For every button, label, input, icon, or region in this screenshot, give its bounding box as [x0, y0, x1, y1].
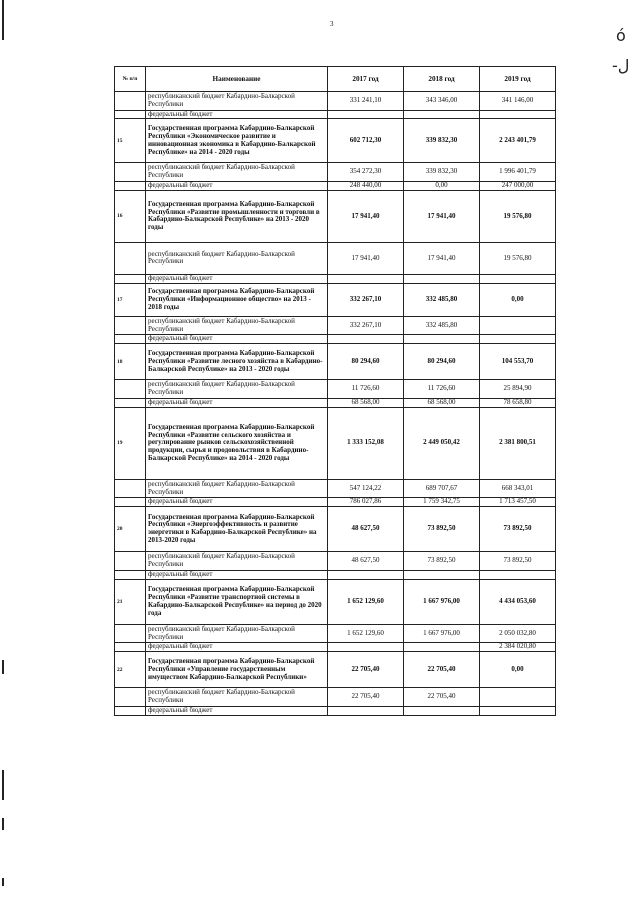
republic-budget-row	[115, 163, 556, 182]
value-2017: 11 726,60	[328, 380, 404, 399]
header-2017: 2017 год	[328, 67, 404, 92]
federal-budget-row	[115, 570, 556, 579]
value-2019: 0,00	[480, 283, 556, 316]
value-2018	[404, 706, 480, 715]
program-row	[115, 344, 556, 380]
republic-budget-row	[115, 624, 556, 643]
row-number	[115, 552, 146, 571]
value-2018: 17 941,40	[404, 190, 480, 242]
scan-edge-mark	[2, 0, 4, 40]
value-2018: 1 759 342,75	[404, 498, 480, 507]
value-2018	[404, 570, 480, 579]
value-2019	[480, 274, 556, 283]
value-2017: 17 941,40	[328, 190, 404, 242]
row-number	[115, 380, 146, 399]
header-num: № п/п	[115, 67, 146, 92]
value-2018: 2 449 050,42	[404, 407, 480, 479]
program-row	[115, 119, 556, 163]
value-2019: 19 576,80	[480, 242, 556, 274]
value-2017: 332 267,10	[328, 283, 404, 316]
value-2019: 73 892,50	[480, 552, 556, 571]
value-2019: 2 384 020,80	[480, 643, 556, 652]
program-row	[115, 283, 556, 316]
value-2017: 248 440,00	[328, 182, 404, 191]
value-2018: 73 892,50	[404, 507, 480, 552]
margin-mark-top: ó	[616, 26, 626, 45]
row-name: республиканский бюджет Кабардино-Балкарской Республики	[146, 380, 328, 399]
republic-budget-row	[115, 92, 556, 111]
row-name: федеральный бюджет	[146, 706, 328, 715]
row-name: республиканский бюджет Кабардино-Балкарской Республики	[146, 316, 328, 335]
value-2018: 332 485,80	[404, 316, 480, 335]
value-2017: 354 272,30	[328, 163, 404, 182]
table-body	[115, 92, 556, 716]
value-2019: 19 576,80	[480, 190, 556, 242]
row-number	[115, 706, 146, 715]
value-2019	[480, 316, 556, 335]
row-name: Государственная программа Кабардино-Балкарской Республики «Экономическое развитие и инновационная экономика в Кабардино-Балкарской Республике» на 2014 - 2020 годы	[146, 119, 328, 163]
row-name: федеральный бюджет	[146, 335, 328, 344]
row-number: 22	[115, 652, 146, 688]
value-2017: 22 705,40	[328, 688, 404, 707]
scan-edge-mark	[2, 770, 4, 800]
budget-table	[114, 66, 556, 716]
page-number: 3	[330, 20, 334, 28]
row-number	[115, 242, 146, 274]
value-2017: 786 027,86	[328, 498, 404, 507]
republic-budget-row	[115, 380, 556, 399]
row-number	[115, 688, 146, 707]
value-2017: 17 941,40	[328, 242, 404, 274]
value-2018	[404, 110, 480, 119]
value-2019: 78 658,80	[480, 398, 556, 407]
republic-budget-row	[115, 479, 556, 498]
row-name: федеральный бюджет	[146, 643, 328, 652]
row-number: 20	[115, 507, 146, 552]
row-name: республиканский бюджет Кабардино-Балкарской Республики	[146, 92, 328, 111]
value-2019: 1 713 457,50	[480, 498, 556, 507]
program-row	[115, 507, 556, 552]
scan-edge-mark	[2, 878, 4, 886]
row-number: 18	[115, 344, 146, 380]
value-2018	[404, 274, 480, 283]
row-number: 17	[115, 283, 146, 316]
row-name: Государственная программа Кабардино-Балкарской Республики «Энергоэффективность и развитие энергетики в Кабардино-Балкарской Республике» на 2013-2020 годы	[146, 507, 328, 552]
federal-budget-row	[115, 335, 556, 344]
value-2019: 2 050 032,80	[480, 624, 556, 643]
row-number	[115, 316, 146, 335]
value-2017: 332 267,10	[328, 316, 404, 335]
row-name: Государственная программа Кабардино-Балкарской Республики «Развитие лесного хозяйства в Кабардино-Балкарской Республике» на 2013 - 2020 годы	[146, 344, 328, 380]
row-name: Государственная программа Кабардино-Балкарской Республики «Развитие промышленности и торговли в Кабардино-Балкарской Республике» на 2013 - 2020 годы	[146, 190, 328, 242]
federal-budget-row	[115, 182, 556, 191]
value-2017	[328, 643, 404, 652]
value-2017: 1 333 152,08	[328, 407, 404, 479]
margin-mark-second: -ل	[612, 56, 630, 75]
row-name: Государственная программа Кабардино-Балкарской Республики «Информационное общество» на 2013 - 2018 годы	[146, 283, 328, 316]
row-number: 15	[115, 119, 146, 163]
value-2017: 547 124,22	[328, 479, 404, 498]
value-2017	[328, 570, 404, 579]
header-name: Наименование	[146, 67, 328, 92]
row-number	[115, 335, 146, 344]
row-number: 19	[115, 407, 146, 479]
program-row	[115, 190, 556, 242]
value-2018: 343 346,00	[404, 92, 480, 111]
value-2018: 80 294,60	[404, 344, 480, 380]
republic-budget-row	[115, 688, 556, 707]
value-2019: 247 000,00	[480, 182, 556, 191]
row-number	[115, 498, 146, 507]
federal-budget-row	[115, 706, 556, 715]
value-2019: 2 381 800,51	[480, 407, 556, 479]
row-name: республиканский бюджет Кабардино-Балкарской Республики	[146, 479, 328, 498]
program-row	[115, 652, 556, 688]
federal-budget-row	[115, 110, 556, 119]
row-name: республиканский бюджет Кабардино-Балкарской Республики	[146, 242, 328, 274]
row-number	[115, 570, 146, 579]
value-2018: 339 832,30	[404, 119, 480, 163]
value-2019: 668 343,01	[480, 479, 556, 498]
row-name: Государственная программа Кабардино-Балкарской Республики «Управление государственным имуществом Кабардино-Балкарской Республики»	[146, 652, 328, 688]
value-2018: 73 892,50	[404, 552, 480, 571]
federal-budget-row	[115, 498, 556, 507]
republic-budget-row	[115, 242, 556, 274]
program-row	[115, 407, 556, 479]
value-2019: 104 553,70	[480, 344, 556, 380]
value-2019: 4 434 053,60	[480, 579, 556, 624]
program-row	[115, 579, 556, 624]
row-name: федеральный бюджет	[146, 498, 328, 507]
value-2017	[328, 335, 404, 344]
row-number	[115, 398, 146, 407]
value-2018	[404, 643, 480, 652]
value-2018	[404, 335, 480, 344]
value-2019: 73 892,50	[480, 507, 556, 552]
value-2017: 48 627,50	[328, 507, 404, 552]
value-2017: 80 294,60	[328, 344, 404, 380]
federal-budget-row	[115, 398, 556, 407]
row-number	[115, 274, 146, 283]
scan-edge-mark	[2, 660, 4, 674]
row-number	[115, 182, 146, 191]
row-number	[115, 92, 146, 111]
value-2018: 22 705,40	[404, 652, 480, 688]
value-2019: 25 894,90	[480, 380, 556, 399]
value-2017: 1 652 129,60	[328, 579, 404, 624]
row-name: федеральный бюджет	[146, 110, 328, 119]
value-2018: 0,00	[404, 182, 480, 191]
row-number	[115, 624, 146, 643]
row-name: федеральный бюджет	[146, 570, 328, 579]
row-number	[115, 163, 146, 182]
row-number	[115, 643, 146, 652]
value-2018: 22 705,40	[404, 688, 480, 707]
value-2019: 341 146,00	[480, 92, 556, 111]
value-2018: 1 667 976,00	[404, 624, 480, 643]
value-2017	[328, 706, 404, 715]
header-2018: 2018 год	[404, 67, 480, 92]
row-name: республиканский бюджет Кабардино-Балкарской Республики	[146, 624, 328, 643]
value-2019: 1 996 401,79	[480, 163, 556, 182]
value-2019: 2 243 401,79	[480, 119, 556, 163]
row-name: Государственная программа Кабардино-Балкарской Республики «Развитие транспортной системы в Кабардино-Балкарской Республике» на период до 2020 года	[146, 579, 328, 624]
row-number	[115, 110, 146, 119]
value-2019	[480, 335, 556, 344]
republic-budget-row	[115, 316, 556, 335]
row-number: 16	[115, 190, 146, 242]
row-number: 21	[115, 579, 146, 624]
value-2019	[480, 570, 556, 579]
row-name: Государственная программа Кабардино-Балкарской Республики «Развитие сельского хозяйства и регулирование рынков сельскохозяйственной продукции, сырья и продовольствия в Кабардино-Балкарской Республике» на 2014 - 2020 годы	[146, 407, 328, 479]
row-name: республиканский бюджет Кабардино-Балкарской Республики	[146, 688, 328, 707]
value-2019	[480, 706, 556, 715]
header-2019: 2019 год	[480, 67, 556, 92]
value-2018: 1 667 976,00	[404, 579, 480, 624]
value-2018: 332 485,80	[404, 283, 480, 316]
value-2017: 1 652 129,60	[328, 624, 404, 643]
row-name: федеральный бюджет	[146, 398, 328, 407]
row-number	[115, 479, 146, 498]
value-2017: 68 568,00	[328, 398, 404, 407]
row-name: республиканский бюджет Кабардино-Балкарской Республики	[146, 163, 328, 182]
value-2017: 331 241,10	[328, 92, 404, 111]
federal-budget-row	[115, 274, 556, 283]
value-2017: 48 627,50	[328, 552, 404, 571]
value-2018: 689 707,67	[404, 479, 480, 498]
value-2018: 17 941,40	[404, 242, 480, 274]
value-2017	[328, 274, 404, 283]
value-2018: 68 568,00	[404, 398, 480, 407]
value-2017: 602 712,30	[328, 119, 404, 163]
value-2018: 339 832,30	[404, 163, 480, 182]
value-2019	[480, 688, 556, 707]
scan-edge-mark	[2, 818, 4, 830]
row-name: республиканский бюджет Кабардино-Балкарской Республики	[146, 552, 328, 571]
value-2019: 0,00	[480, 652, 556, 688]
row-name: федеральный бюджет	[146, 274, 328, 283]
value-2017	[328, 110, 404, 119]
republic-budget-row	[115, 552, 556, 571]
value-2017: 22 705,40	[328, 652, 404, 688]
value-2018: 11 726,60	[404, 380, 480, 399]
table-header-row	[115, 67, 556, 92]
row-name: федеральный бюджет	[146, 182, 328, 191]
federal-budget-row	[115, 643, 556, 652]
value-2019	[480, 110, 556, 119]
